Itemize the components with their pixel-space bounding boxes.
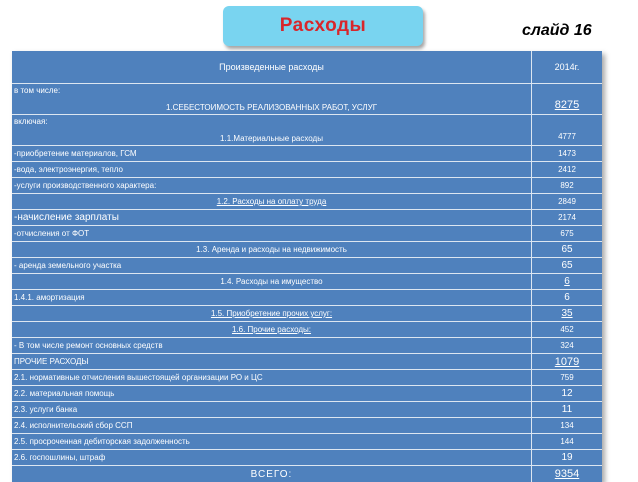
row-label: 2.5. просроченная дебиторская задолженность [12,434,532,449]
table-row [12,322,602,338]
table-row [12,194,602,210]
row-value: 8275 [554,99,580,111]
row-value: 2412 [558,165,576,174]
row-label: 2.6. госпошлины, штраф [12,450,532,465]
table-row [12,386,602,402]
row-value: 759 [560,373,574,382]
table-row [12,306,602,322]
row-label-cell [12,84,532,114]
row-label: 1.6. Прочие расходы: [12,322,532,337]
row-label-cell [12,115,532,145]
table-row [12,162,602,178]
row-value: 2174 [558,213,576,222]
row-label: 1.2. Расходы на оплату труда [12,194,532,209]
table-row [12,434,602,450]
row-value: 134 [560,421,574,430]
row-label: 1.1.Материальные расходы [220,134,323,143]
table-row [12,210,602,226]
row-value: 675 [560,229,574,238]
row-label: 1.4.1. амортизация [12,290,532,305]
expenses-table [12,51,602,482]
row-value: 65 [561,244,573,255]
row-value: 892 [560,181,574,190]
table-row [12,290,602,306]
row-label: 2.2. материальная помощь [12,386,532,401]
row-value: 452 [560,325,574,334]
row-label: - В том числе ремонт основных средств [12,338,532,353]
table-row [12,370,602,386]
row-value: 144 [560,437,574,446]
table-total-row [12,466,602,482]
row-value: 4777 [558,132,576,141]
row-label: -отчисления от ФОТ [12,226,532,241]
row-label: 1.4. Расходы на имущество [12,274,532,289]
table-row [12,274,602,290]
table-row [12,450,602,466]
table-row [12,418,602,434]
table-row [12,242,602,258]
row-label: 2.4. исполнительский сбор ССП [12,418,532,433]
row-label: ПРОЧИЕ РАСХОДЫ [12,354,532,369]
row-value: 324 [560,341,574,350]
row-label: 2.1. нормативные отчисления вышестоящей организации РО и ЦС [12,370,532,385]
row-label: 2.3. услуги банка [12,402,532,417]
row-value: 65 [561,260,573,271]
table-row [12,178,602,194]
row-value: 35 [561,308,573,319]
row-label: - аренда земельного участка [12,258,532,273]
row-value: 19 [561,452,573,463]
slide-title: Расходы [223,6,423,46]
total-value: 9354 [554,468,580,480]
header-year: 2014г. [554,62,580,72]
table-row [12,115,602,146]
table-row [12,258,602,274]
row-label: -вода, электроэнергия, тепло [12,162,532,177]
table-row [12,226,602,242]
table-row [12,338,602,354]
row-label: 1.3. Аренда и расходы на недвижимость [12,242,532,257]
table-row [12,84,602,115]
row-value: 1079 [554,355,580,368]
row-value: 1473 [558,149,576,158]
row-label: -приобретение материалов, ГСМ [12,146,532,161]
row-label: -услуги производственного характера: [12,178,532,193]
row-value: 11 [561,404,573,415]
row-prefix: включая: [14,117,48,126]
row-prefix: в том числе: [14,86,61,95]
table-header-row [12,51,602,84]
table-row [12,402,602,418]
row-label: 1.5. Приобретение прочих услуг: [12,306,532,321]
slide-number-label: слайд 16 [522,22,592,39]
row-value: 6 [564,276,570,287]
row-label: -начисление зарплаты [12,210,532,225]
table-row [12,354,602,370]
row-value: 6 [564,292,570,303]
row-label: 1.СЕБЕСТОИМОСТЬ РЕАЛИЗОВАННЫХ РАБОТ, УСЛУГ [165,103,378,112]
row-value: 2849 [558,197,576,206]
total-label: ВСЕГО: [12,466,532,482]
row-value: 12 [561,388,573,399]
header-label: Произведенные расходы [12,51,532,83]
table-row [12,146,602,162]
